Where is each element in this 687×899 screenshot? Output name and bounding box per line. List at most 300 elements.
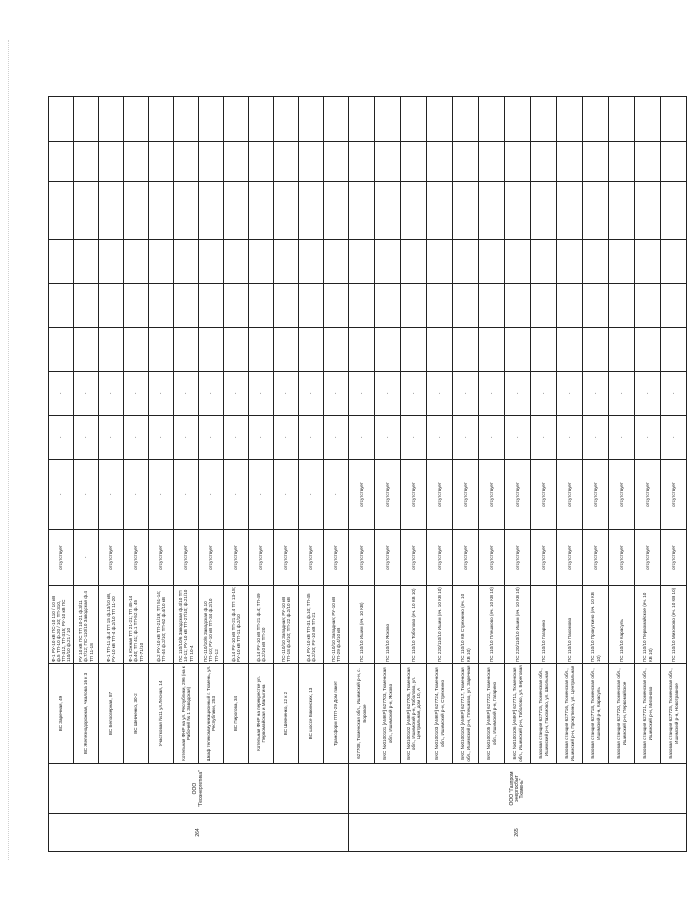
detail-cell: -	[531, 372, 557, 416]
detail-cell: -	[635, 372, 661, 416]
empty-cell	[479, 240, 505, 284]
status-cell: отсутствует	[453, 530, 479, 586]
empty-cell	[505, 240, 531, 284]
table-row	[583, 97, 609, 852]
entry-number: 264	[49, 814, 349, 852]
empty-cell	[661, 182, 687, 240]
empty-cell	[349, 240, 375, 284]
detail-cell: -	[324, 372, 349, 416]
equipment-cell: ПС 110/10 Прокуткино (яч. 10 КВ 10)	[583, 586, 609, 664]
empty-cell	[531, 182, 557, 240]
detail-cell: -	[174, 416, 199, 460]
table-row	[174, 97, 199, 852]
empty-cell	[479, 182, 505, 240]
empty-cell	[661, 284, 687, 328]
detail-cell: отсутствует	[557, 460, 583, 530]
empty-cell	[661, 142, 687, 182]
empty-cell	[661, 328, 687, 372]
empty-cell	[299, 284, 324, 328]
empty-cell	[427, 97, 453, 142]
detail-cell: отсутствует	[531, 460, 557, 530]
empty-cell	[224, 284, 249, 328]
empty-cell	[557, 97, 583, 142]
detail-cell: -	[274, 372, 299, 416]
empty-cell	[635, 240, 661, 284]
entry-number: 265	[349, 814, 687, 852]
detail-cell: -	[401, 416, 427, 460]
empty-cell	[174, 240, 199, 284]
empty-cell	[149, 284, 174, 328]
empty-cell	[427, 328, 453, 372]
empty-cell	[149, 97, 174, 142]
table-row	[635, 97, 661, 852]
detail-cell: -	[427, 416, 453, 460]
object-cell: ВС шоссе Бакинских, 13	[299, 664, 324, 764]
detail-cell: -	[249, 416, 274, 460]
empty-cell	[427, 240, 453, 284]
detail-cell: -	[49, 460, 74, 530]
detail-cell: -	[349, 372, 375, 416]
status-cell: отсутствует	[427, 530, 453, 586]
status-cell: отсутствует	[224, 530, 249, 586]
equipment-cell: ф.14 РУ-10 кВ ТП-21 ф.4 ТП 13-18; РУ-10 кВ ТП-11 ф.2/10	[224, 586, 249, 664]
empty-cell	[557, 240, 583, 284]
equipment-cell: РУ 10 кВ ПС ТП 10-21 ф.3/11 ф.7/12; ПС-110/10 Заводская ф.4 ТП 11-18	[74, 586, 99, 664]
empty-cell	[249, 328, 274, 372]
object-cell: БКС №0100103 [АМКР] 627724, Тюменская обл., Ишимский р-н, Стрехнино	[427, 664, 453, 764]
detail-cell: -	[661, 416, 687, 460]
empty-cell	[349, 97, 375, 142]
status-cell: отсутствует	[401, 530, 427, 586]
status-cell: отсутствует	[249, 530, 274, 586]
table-row	[531, 97, 557, 852]
organization-name: ООО "Геоэнергетика"	[49, 764, 349, 814]
empty-cell	[74, 97, 99, 142]
status-cell: отсутствует	[174, 530, 199, 586]
empty-cell	[124, 97, 149, 142]
detail-cell: -	[505, 416, 531, 460]
empty-cell	[349, 328, 375, 372]
empty-cell	[249, 284, 274, 328]
object-cell: Базовая станция 627715, Тюменская обл., Ишимский р-н, Пахомово, ул. Школьная	[531, 664, 557, 764]
empty-cell	[199, 182, 224, 240]
status-cell: отсутствует	[149, 530, 174, 586]
status-cell: отсутствует	[661, 530, 687, 586]
empty-cell	[199, 240, 224, 284]
detail-cell: -	[453, 372, 479, 416]
equipment-cell: ПС 110/10 Тоболово (яч. 10 КВ 10)	[401, 586, 427, 664]
empty-cell	[557, 328, 583, 372]
equipment-cell: ПС 110/10 Пахомово	[557, 586, 583, 664]
empty-cell	[427, 142, 453, 182]
detail-cell: -	[124, 416, 149, 460]
empty-cell	[124, 182, 149, 240]
status-cell: отсутствует	[124, 530, 149, 586]
equipment-cell: ф.4 РУ-10 кВ ТП-31 ф.10; ТП-45 ф.2/10; РУ-10 кВ ТП-21	[299, 586, 324, 664]
empty-cell	[99, 182, 124, 240]
empty-cell	[349, 142, 375, 182]
detail-cell: отсутствует	[401, 460, 427, 530]
empty-cell	[583, 142, 609, 182]
detail-cell: -	[74, 372, 99, 416]
detail-cell: -	[427, 372, 453, 416]
empty-cell	[174, 97, 199, 142]
empty-cell	[401, 182, 427, 240]
empty-cell	[199, 142, 224, 182]
organization-name: ООО "Газпром энергосбыт Тюмень"	[349, 764, 687, 814]
detail-cell: -	[249, 372, 274, 416]
detail-cell: -	[609, 416, 635, 460]
empty-cell	[401, 284, 427, 328]
empty-cell	[661, 97, 687, 142]
empty-cell	[401, 240, 427, 284]
status-cell: отсутствует	[99, 530, 124, 586]
empty-cell	[324, 97, 349, 142]
table-row	[479, 97, 505, 852]
empty-cell	[224, 142, 249, 182]
detail-cell: -	[531, 416, 557, 460]
detail-cell: -	[174, 460, 199, 530]
empty-cell	[49, 240, 74, 284]
detail-cell: -	[49, 416, 74, 460]
empty-cell	[479, 328, 505, 372]
empty-cell	[479, 284, 505, 328]
empty-cell	[74, 142, 99, 182]
detail-cell: -	[299, 460, 324, 530]
status-cell: отсутствует	[609, 530, 635, 586]
empty-cell	[324, 240, 349, 284]
empty-cell	[274, 182, 299, 240]
empty-cell	[99, 328, 124, 372]
detail-cell: отсутствует	[375, 460, 401, 530]
status-cell: отсутствует	[505, 530, 531, 586]
table-row	[99, 97, 124, 852]
empty-cell	[124, 328, 149, 372]
empty-cell	[375, 97, 401, 142]
object-cell: ВС Белоозерная, 87	[99, 664, 124, 764]
empty-cell	[274, 240, 299, 284]
empty-cell	[249, 142, 274, 182]
detail-cell: -	[199, 372, 224, 416]
empty-cell	[149, 240, 174, 284]
empty-cell	[224, 240, 249, 284]
status-cell: -	[74, 530, 99, 586]
empty-cell	[453, 142, 479, 182]
table-row	[557, 97, 583, 852]
object-cell: ВС Заречная, 49	[49, 664, 74, 764]
detail-cell: -	[174, 372, 199, 416]
empty-cell	[505, 284, 531, 328]
empty-cell	[324, 284, 349, 328]
empty-cell	[274, 97, 299, 142]
empty-cell	[453, 240, 479, 284]
detail-cell: -	[274, 460, 299, 530]
empty-cell	[531, 328, 557, 372]
empty-cell	[174, 142, 199, 182]
empty-cell	[375, 284, 401, 328]
detail-cell: -	[479, 372, 505, 416]
empty-cell	[375, 182, 401, 240]
object-cell: Базовая станция 627718, Тюменская обл., Ишимский р-н, Карасуль	[583, 664, 609, 764]
empty-cell	[299, 182, 324, 240]
empty-cell	[99, 97, 124, 142]
empty-cell	[74, 284, 99, 328]
empty-cell	[479, 142, 505, 182]
table-row	[149, 97, 174, 852]
empty-cell	[375, 240, 401, 284]
object-cell: Базовая станция 627716, Тюменская обл., Ишимский р-н, Прокуткино, ул. Центральная	[557, 664, 583, 764]
empty-cell	[609, 284, 635, 328]
detail-cell: -	[99, 372, 124, 416]
status-cell: отсутствует	[199, 530, 224, 586]
empty-cell	[531, 142, 557, 182]
detail-cell: -	[635, 416, 661, 460]
detail-cell: -	[274, 416, 299, 460]
empty-cell	[557, 142, 583, 182]
object-cell: Шкаф телекоммуникационный г. Тюмень, ул. Республики, 253	[199, 664, 224, 764]
status-cell: отсутствует	[324, 530, 349, 586]
empty-cell	[299, 142, 324, 182]
status-cell: отсутствует	[375, 530, 401, 586]
empty-cell	[401, 97, 427, 142]
empty-cell	[224, 97, 249, 142]
empty-cell	[324, 328, 349, 372]
table-row	[505, 97, 531, 852]
object-cell: Базовая станция 627725, Тюменская обл., Ишимский р-н, Новотравное	[661, 664, 687, 764]
empty-cell	[583, 240, 609, 284]
empty-cell	[609, 182, 635, 240]
empty-cell	[49, 284, 74, 328]
detail-cell: -	[199, 460, 224, 530]
empty-cell	[274, 284, 299, 328]
empty-cell	[149, 328, 174, 372]
empty-cell	[274, 142, 299, 182]
equipment-cell: ПС-110/10 Западная; РУ-10 кВ ТП-18 ф.4/10; ТП-22 ф.2/10 кВ	[274, 586, 299, 664]
table-row	[274, 97, 299, 852]
rotated-table-page	[48, 97, 679, 852]
object-cell: ВС Шевченко, 12 к 2	[274, 664, 299, 764]
empty-cell	[453, 182, 479, 240]
empty-cell	[505, 97, 531, 142]
empty-cell	[453, 328, 479, 372]
empty-cell	[557, 284, 583, 328]
equipment-cell: ф.14 РУ-10 кВ ТП-21 ф.4; ТП-49 ф.2/10 кВ ТП-20	[249, 586, 274, 664]
empty-cell	[74, 182, 99, 240]
empty-cell	[249, 97, 274, 142]
equipment-cell: ПС 110/10 Плешково (яч. 10 КВ 10)	[479, 586, 505, 664]
object-cell: БКС №0100105 [АМКР] 627722, Тюменская обл., Ишимский р-н, Гагарино	[479, 664, 505, 764]
empty-cell	[635, 328, 661, 372]
detail-cell: отсутствует	[661, 460, 687, 530]
empty-cell	[401, 142, 427, 182]
table-row	[661, 97, 687, 852]
object-cell: ВС Шевченко, 30-2	[124, 664, 149, 764]
equipment-cell: ПС 110/10 Первомайское (яч. 10 КВ 10)	[635, 586, 661, 664]
object-cell: Котельная ФНР на ул. Республики, 296 (на к Рабочей № 1 Заводская)	[174, 664, 199, 764]
empty-cell	[299, 328, 324, 372]
empty-cell	[479, 97, 505, 142]
empty-cell	[609, 142, 635, 182]
empty-cell	[349, 284, 375, 328]
table-row	[49, 97, 74, 852]
object-cell: БКС №0100102 [АМКР] 627705, Тюменская обл., Ишимский р-н, Тоболово, ул. Центральная, дом 10, А	[401, 664, 427, 764]
object-cell: Трансформ ПТП-29 Дом пакет	[324, 664, 349, 764]
empty-cell	[401, 328, 427, 372]
empty-cell	[174, 284, 199, 328]
object-cell: ВС Пирогова, 34	[224, 664, 249, 764]
equipment-cell: ПС 110/10 КВ Стрехнино (яч. 10 КВ 10)	[453, 586, 479, 664]
empty-cell	[99, 240, 124, 284]
detail-cell: -	[375, 372, 401, 416]
equipment-cell: ПС-110/10 Западная; РУ-10 кВ ТП-29 ф.4/10 кВ	[324, 586, 349, 664]
table-row	[609, 97, 635, 852]
empty-cell	[324, 182, 349, 240]
object-cell: БКС №0100101 [АМКР] 627703, Тюменская обл., Ишимский р-н, Ясково	[375, 664, 401, 764]
empty-cell	[453, 284, 479, 328]
object-cell: Базовая станция 627721, Тюменская обл., Ишимский р-н, Мизоново	[635, 664, 661, 764]
detail-cell: отсутствует	[349, 460, 375, 530]
status-cell: отсутствует	[635, 530, 661, 586]
empty-cell	[249, 182, 274, 240]
registry-table	[48, 96, 687, 852]
object-cell: Участковая №11 ул.Лесная, 14	[149, 664, 174, 764]
detail-cell: -	[224, 460, 249, 530]
equipment-cell: ПС 110/10 Ясково	[375, 586, 401, 664]
table-row	[199, 97, 224, 852]
empty-cell	[224, 182, 249, 240]
empty-cell	[49, 97, 74, 142]
empty-cell	[375, 328, 401, 372]
object-cell: ВС Железнодорожная, Чкалова 16 к 3	[74, 664, 99, 764]
table-row	[224, 97, 249, 852]
empty-cell	[609, 328, 635, 372]
empty-cell	[49, 142, 74, 182]
status-cell: отсутствует	[479, 530, 505, 586]
table-row	[375, 97, 401, 852]
empty-cell	[427, 284, 453, 328]
status-cell: отсутствует	[583, 530, 609, 586]
empty-cell	[635, 284, 661, 328]
equipment-cell: ПС 110/10 Ишим (яч. 10 КВ)	[349, 586, 375, 664]
empty-cell	[583, 284, 609, 328]
table-row	[299, 97, 324, 852]
detail-cell: отсутствует	[635, 460, 661, 530]
empty-cell	[174, 182, 199, 240]
detail-cell: -	[149, 460, 174, 530]
empty-cell	[124, 240, 149, 284]
detail-cell: -	[74, 460, 99, 530]
empty-cell	[299, 240, 324, 284]
empty-cell	[583, 97, 609, 142]
empty-cell	[505, 182, 531, 240]
empty-cell	[557, 182, 583, 240]
empty-cell	[505, 328, 531, 372]
empty-cell	[427, 182, 453, 240]
equipment-cell: ПС 110/10/6 Заводская ф.4/10 ТП 14-11; РУ-10 кВ ТП-27/10; ф.21/10 ТП 10-4	[174, 586, 199, 664]
detail-cell: -	[224, 372, 249, 416]
equipment-cell: ф.2 РУ-10 кВ ТП-21/19; ТП 51-14; ТП-44 ф.2/10; ТП-62 ф.4/10 кВ	[149, 586, 174, 664]
empty-cell	[74, 240, 99, 284]
status-cell: отсутствует	[349, 530, 375, 586]
object-cell: 627708, Тюменская обл., Ишимский р-н, с. Боровое	[349, 664, 375, 764]
empty-cell	[505, 142, 531, 182]
detail-cell: -	[49, 372, 74, 416]
empty-cell	[74, 328, 99, 372]
empty-cell	[49, 328, 74, 372]
empty-cell	[609, 240, 635, 284]
equipment-cell: Ф-1 РУ-10 кВ ПС-10 110 / 10 кВ ф.5 ТП-10 ф.20 / 10; ТП-310, ТП-312, ТП-315; РУ-10 кВ ПС 110/10 ф.21 / 10	[49, 586, 74, 664]
detail-cell: -	[149, 416, 174, 460]
empty-cell	[635, 97, 661, 142]
detail-cell: -	[557, 416, 583, 460]
detail-cell: -	[224, 416, 249, 460]
empty-cell	[124, 142, 149, 182]
detail-cell: -	[149, 372, 174, 416]
detail-cell: отсутствует	[453, 460, 479, 530]
empty-cell	[531, 97, 557, 142]
detail-cell: отсутствует	[505, 460, 531, 530]
detail-cell: -	[299, 416, 324, 460]
object-cell: БКС №0100106 [АМКР] 627711, Тюменская обл., Ишимский р-н, Тоболово, ул. Береговая	[505, 664, 531, 764]
empty-cell	[583, 182, 609, 240]
empty-cell	[635, 142, 661, 182]
table-row	[74, 97, 99, 852]
table-row	[349, 97, 375, 852]
empty-cell	[531, 240, 557, 284]
detail-cell: -	[583, 372, 609, 416]
empty-cell	[174, 328, 199, 372]
detail-cell: -	[74, 416, 99, 460]
table-row	[453, 97, 479, 852]
detail-cell: -	[249, 460, 274, 530]
detail-cell: отсутствует	[583, 460, 609, 530]
object-cell: БКС №0100104 [АМКР] 627717, Тюменская обл., Ишимский р-н, Плешково, ул. Заречная	[453, 664, 479, 764]
table-row	[427, 97, 453, 852]
empty-cell	[661, 240, 687, 284]
empty-cell	[249, 240, 274, 284]
empty-cell	[199, 97, 224, 142]
empty-cell	[324, 142, 349, 182]
detail-cell: -	[199, 416, 224, 460]
detail-cell: -	[324, 416, 349, 460]
detail-cell: -	[99, 416, 124, 460]
empty-cell	[375, 142, 401, 182]
scan-edge	[8, 40, 10, 860]
object-cell: Базовая станция 627720, Тюменская обл., Ишимский р-н, Первомайское	[609, 664, 635, 764]
detail-cell: -	[99, 460, 124, 530]
status-cell: отсутствует	[531, 530, 557, 586]
equipment-cell: ПС 220/110/10 Ишим (яч. 10 КВ 10)	[427, 586, 453, 664]
empty-cell	[453, 97, 479, 142]
detail-cell: -	[349, 416, 375, 460]
detail-cell: -	[505, 372, 531, 416]
empty-cell	[583, 328, 609, 372]
empty-cell	[99, 284, 124, 328]
table-row	[324, 97, 349, 852]
empty-cell	[99, 142, 124, 182]
empty-cell	[349, 182, 375, 240]
equipment-cell: ПС 110/10 Мизоново (яч. 10 КВ 10)	[661, 586, 687, 664]
detail-cell: -	[557, 372, 583, 416]
detail-cell: -	[124, 372, 149, 416]
detail-cell: -	[324, 460, 349, 530]
status-cell: отсутствует	[49, 530, 74, 586]
empty-cell	[224, 328, 249, 372]
equipment-cell: ПС 220/110/10 Ишим (яч. 10 КВ 10)	[505, 586, 531, 664]
empty-cell	[149, 182, 174, 240]
equipment-cell: Ф-1 ТП-11 ф.4 ТП 15 ф.13/10 кВ, РУ-10 кВ ТП-4 ф.2/10 ТП 11-20	[99, 586, 124, 664]
empty-cell	[635, 182, 661, 240]
